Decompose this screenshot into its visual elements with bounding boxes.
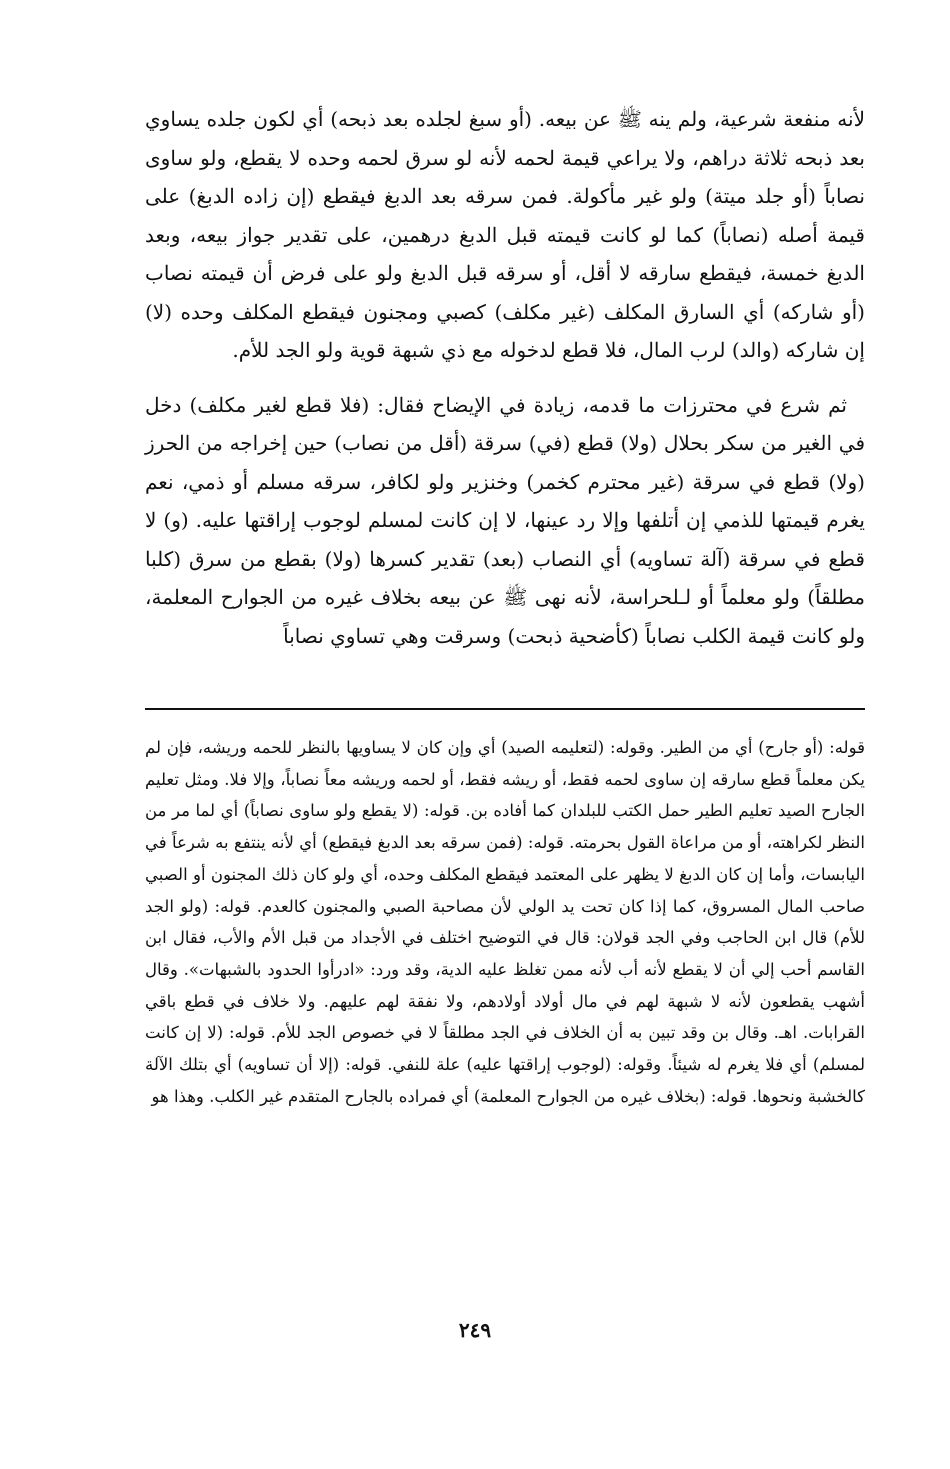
main-paragraph-1: لأنه منفعة شرعية، ولم ينه ﷺ عن بيعه. (أو سبغ لجلده بعد ذبحه) أي لكون جلده يساوي بعد ذبحه ثلاثة دراهم، ولا يراعي قيمة لحمه لأنه لو سرق لحمه وحده لا يقطع، ولو ساوى نصاباً (أو جلد ميتة) ولو غير مأكولة. فمن سرقه بعد الدبغ فيقطع (إن زاده الدبغ) على قيمة أصله (نصاباً) كما لو كانت قيمته قبل الدبغ درهمين، على تقدير جواز بيعه، وبعد الدبغ خمسة، فيقطع سارقه لا أقل، أو سرقه قبل الدبغ ولو على فرض أن قيمته نصاب (أو شاركه) أي السارق المكلف (غير مكلف) كصبي ومجنون فيقطع المكلف وحده (لا) إن شاركه (والد) لرب المال، فلا قطع لدخوله مع ذي شبهة قوية ولو الجد للأم. — [145, 107, 865, 362]
footnote-paragraph: قوله: (أو جارح) أي من الطير. وقوله: (لتعليمه الصيد) أي وإن كان لا يساويها بالنظر للحمه وريشه، فإن لم يكن معلماً قطع سارقه إن ساوى لحمه فقط، أو ريشه فقط، أو لحمه وريشه معاً نصاباً، وإلا فلا. ومثل تعليم الجارح الصيد تعليم الطير حمل الكتب للبلدان كما أفاده بن. قوله: (لا يقطع ولو ساوى نصاباً) أي لما مر من النظر لكراهته، أو من مراعاة القول بحرمته. قوله: (فمن سرقه بعد الدبغ فيقطع) أي لأنه ينتفع به شرعاً في اليابسات، وأما إن كان الدبغ لا يظهر على المعتمد فيقطع المكلف وحده، أي ولو كان ذلك المجنون أو الصبي صاحب المال المسروق، كما إذا كان تحت يد الولي لأن مصاحبة الصبي والمجنون كالعدم. قوله: (ولو الجد للأم) قال ابن الحاجب وفي الجد قولان: قال في التوضيح اختلف في الأجداد من قبل الأم والأب، فقال ابن القاسم أحب إلي أن لا يقطع لأنه أب لأنه ممن تغلظ عليه الدية، وقد ورد: «ادرأوا الحدود بالشبهات». وقال أشهب يقطعون لأنه لا شبهة لهم في مال أولاد أولادهم، ولا نفقة لهم عليهم. ولا خلاف في قطع باقي القرابات. اهـ. وقال بن وقد تبين به أن الخلاف في الجد مطلقاً لا في خصوص الجد للأم. قوله: (لا إن كانت لمسلم) أي فلا يغرم له شيئاً. وقوله: (لوجوب إراقتها عليه) علة للنفي. قوله: (إلا أن تساويه) أي بتلك الآلة كالخشبة ونحوها. قوله: (بخلاف غيره من الجوارح المعلمة) أي فمراده بالجارح المتقدم غير الكلب. وهذا هو — [145, 738, 865, 1106]
footnote-commentary — [145, 732, 865, 1112]
page-number: ٢٤٩ — [458, 1318, 492, 1342]
footnote-separator — [145, 708, 865, 710]
main-paragraph-2: ثم شرع في محترزات ما قدمه، زيادة في الإيضاح فقال: (فلا قطع لغير مكلف) دخل في الغير من سكر بحلال (ولا) قطع (في) سرقة (أقل من نصاب) حين إخراجه من الحرز (ولا) قطع في سرقة (غير محترم كخمر) وخنزير ولو لكافر، سرقه مسلم أو ذمي، نعم يغرم قيمتها للذمي إن أتلفها وإلا رد عينها، لا إن كانت لمسلم لوجوب إراقتها عليه. (و) لا قطع في سرقة (آلة تساويه) أي النصاب (بعد) تقدير كسرها (ولا) بقطع من سرق (كلبا مطلقاً) ولو معلماً أو لـلحراسة، لأنه نهى ﷺ عن بيعه بخلاف غيره من الجوارح المعلمة، ولو كانت قيمة الكلب نصاباً (كأضحية ذبحت) وسرقت وهي تساوي نصاباً — [145, 392, 865, 648]
main-text — [145, 100, 865, 655]
